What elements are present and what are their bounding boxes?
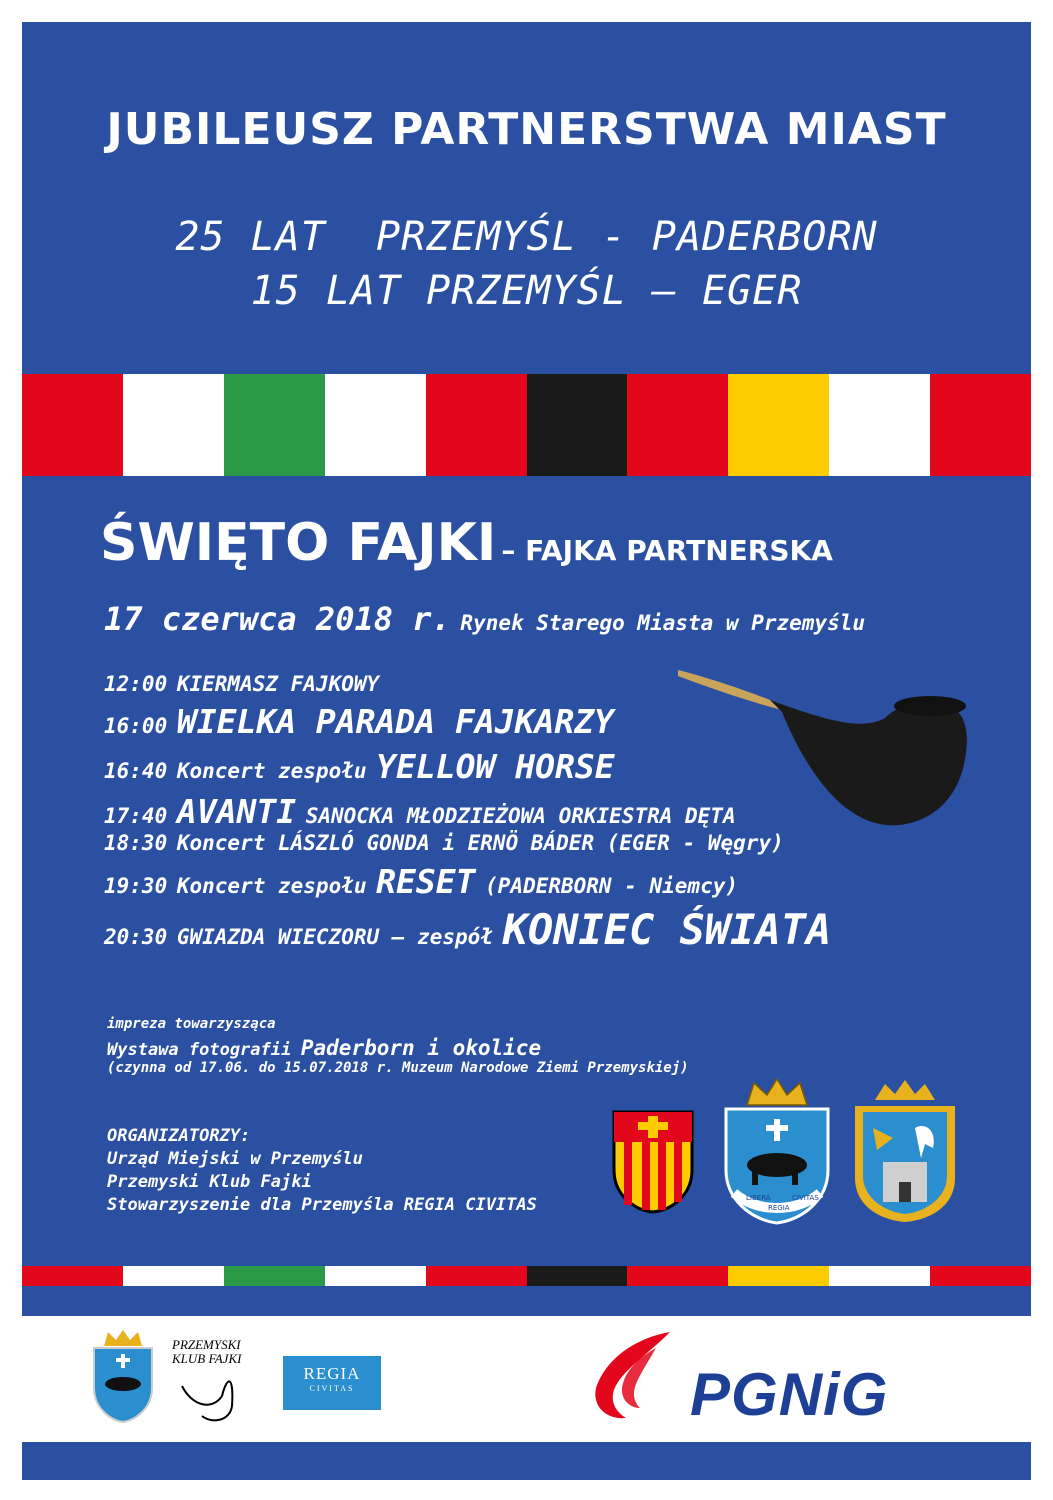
svg-text:LIBERA: LIBERA — [746, 1194, 771, 1202]
pgnig-flame-icon — [586, 1328, 686, 1424]
klub-fajki-logo — [172, 1338, 262, 1430]
schedule-time: 18:30 — [104, 831, 168, 855]
event-date: 17 czerwca 2018 r. — [104, 600, 451, 638]
schedule-item — [104, 862, 738, 901]
organizer-item: Stowarzyszenie dla Przemyśla REGIA CIVITAS — [107, 1195, 537, 1215]
svg-text:CIVITAS: CIVITAS — [792, 1194, 819, 1202]
schedule-time: 19:30 — [104, 874, 168, 898]
schedule-text: SANOCKA MŁODZIEŻOWA ORKIESTRA DĘTA — [305, 804, 736, 828]
festival-subtitle: – FAJKA PARTNERSKA — [501, 534, 833, 567]
paderborn-crest-icon — [612, 1110, 694, 1214]
flag-stripe-top — [22, 374, 1031, 476]
schedule-highlight: WIELKA PARADA FAJKARZY — [176, 702, 614, 741]
schedule-highlight: RESET — [376, 862, 476, 901]
schedule-item — [104, 792, 736, 831]
schedule-item — [104, 905, 831, 954]
przemysl-small-crest-icon — [90, 1328, 156, 1424]
festival-name: ŚWIĘTO FAJKI — [100, 513, 497, 573]
schedule-time: 16:40 — [104, 759, 168, 783]
festival-heading — [100, 513, 833, 573]
flag-stripe-bottom — [22, 1266, 1031, 1286]
schedule-time: 12:00 — [104, 672, 168, 696]
poster-title: JUBILEUSZ PARTNERSTWA MIAST — [106, 104, 947, 155]
bottom-band — [22, 1286, 1031, 1316]
partnership-line-paderborn: 25 LAT PRZEMYŚL - PADERBORN — [175, 214, 878, 260]
schedule-text: KIERMASZ FAJKOWY — [176, 672, 380, 696]
partnership-line-eger: 15 LAT PRZEMYŚL – EGER — [250, 268, 803, 314]
klub-logo-text: PRZEMYSKI KLUB FAJKI — [172, 1337, 242, 1366]
pgnig-logo-text: PGNiG — [690, 1361, 889, 1428]
schedule-highlight: AVANTI — [176, 792, 297, 831]
schedule-text: (PADERBORN - Niemcy) — [485, 874, 739, 898]
schedule-item — [104, 747, 615, 786]
przemysl-crest-icon — [722, 1075, 832, 1225]
schedule-item — [104, 702, 614, 741]
pipe-icon — [670, 660, 990, 840]
footer-band — [22, 1442, 1031, 1480]
schedule-item — [104, 672, 379, 696]
schedule-text: GWIAZDA WIECZORU – zespół — [176, 925, 493, 949]
schedule-time: 20:30 — [104, 925, 168, 949]
side-event-label: impreza towarzysząca — [107, 1016, 276, 1032]
exhibit-prefix: Wystawa fotografii — [107, 1040, 292, 1060]
side-event — [107, 1016, 689, 1076]
schedule-highlight: YELLOW HORSE — [376, 747, 615, 786]
schedule-text: Koncert zespołu — [176, 759, 367, 783]
schedule-text: Koncert zespołu — [176, 874, 367, 898]
eger-crest-icon — [845, 1078, 965, 1224]
svg-text:REGIA: REGIA — [768, 1204, 790, 1212]
schedule-highlight: KONIEC ŚWIATA — [502, 905, 832, 954]
organizer-item: Urząd Miejski w Przemyślu — [107, 1149, 363, 1169]
organizer-item: Przemyski Klub Fajki — [107, 1172, 312, 1192]
schedule-text: Koncert LÁSZLÓ GONDA i ERNÖ BÁDER (EGER - Węgry) — [176, 831, 784, 855]
klub-pipe-sketch-icon — [172, 1366, 242, 1426]
organizers — [107, 1125, 537, 1217]
exhibit-details: (czynna od 17.06. do 15.07.2018 r. Muzeum Narodowe Ziemi Przemyskiej) — [107, 1060, 689, 1076]
regia-civitas-logo — [283, 1356, 381, 1410]
date-line — [104, 600, 865, 638]
schedule-time: 17:40 — [104, 804, 168, 828]
schedule-time: 16:00 — [104, 714, 168, 738]
exhibit-name: Paderborn i okolice — [300, 1036, 542, 1060]
header-panel — [22, 22, 1031, 374]
event-place: Rynek Starego Miasta w Przemyślu — [460, 611, 865, 635]
regia-logo-top: REGIA — [303, 1364, 361, 1383]
organizers-heading: ORGANIZATORZY: — [107, 1126, 251, 1146]
regia-logo-bottom: CIVITAS — [309, 1384, 355, 1393]
